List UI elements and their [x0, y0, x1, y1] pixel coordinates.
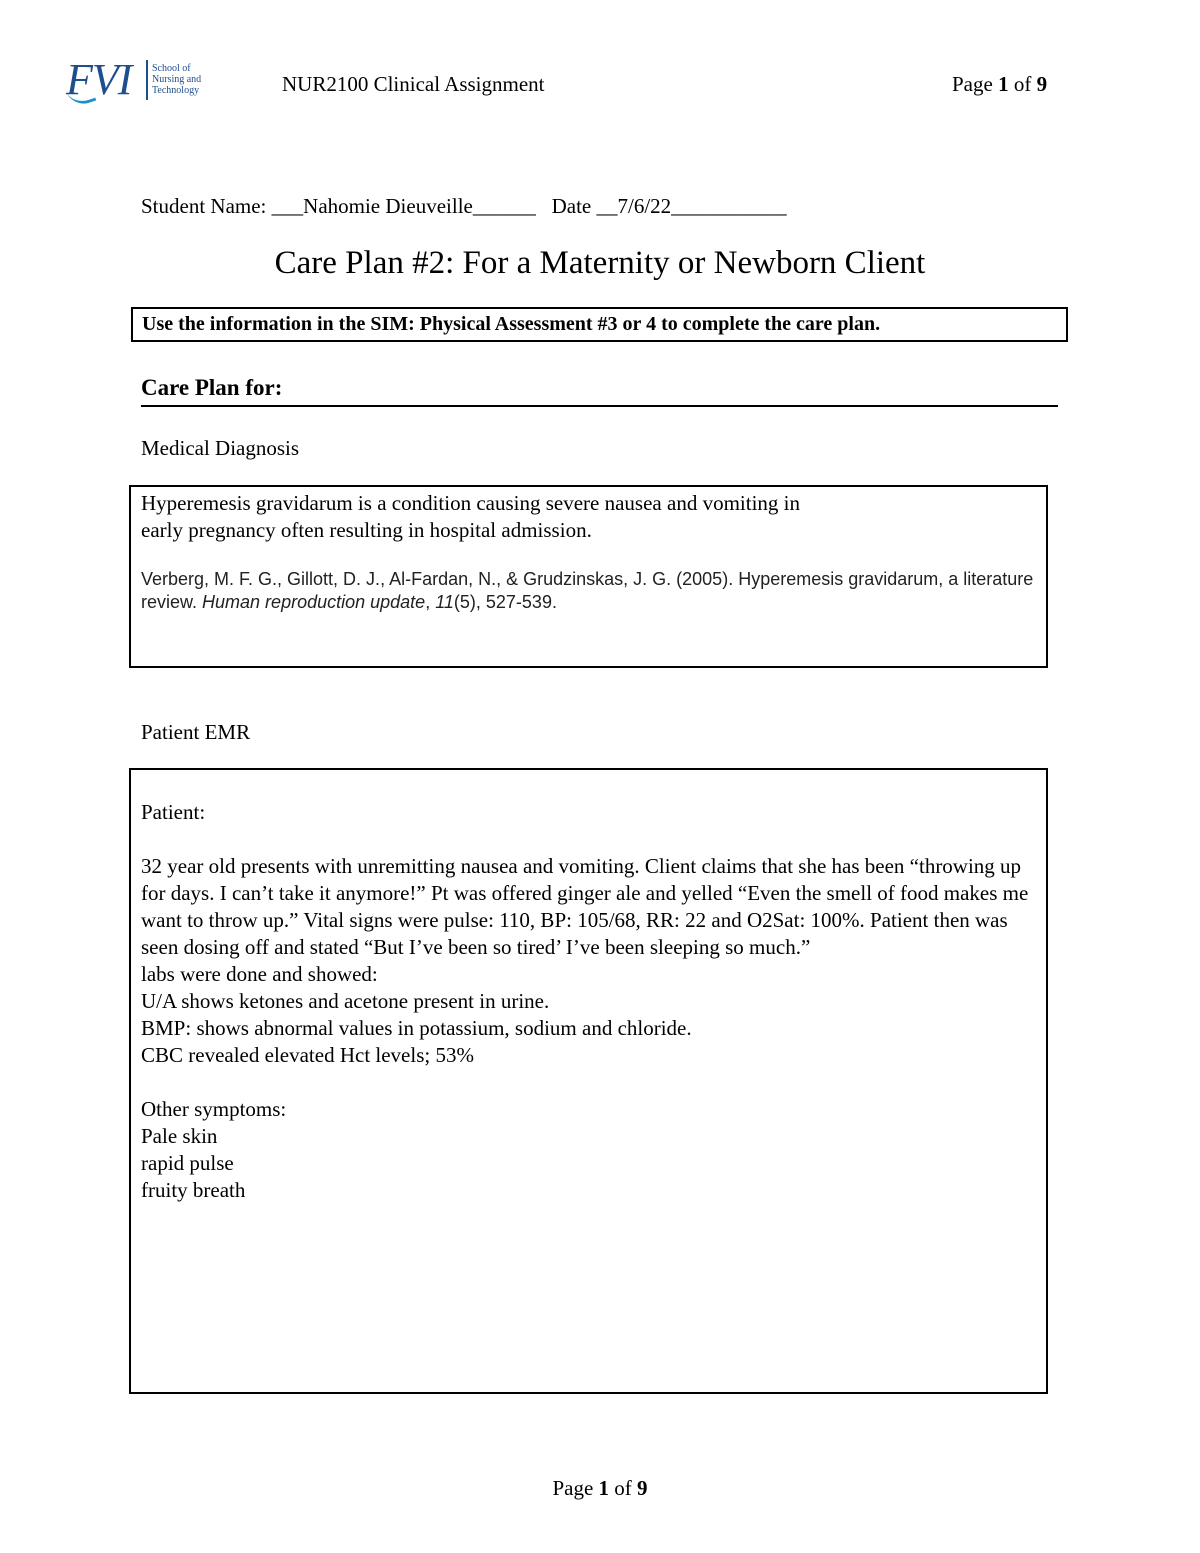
- patient-label: Patient:: [141, 800, 206, 824]
- student-name-value: ___Nahomie Dieuveille______: [271, 194, 536, 218]
- instruction-text: Use the information in the SIM: Physical Assessment #3 or 4 to complete the care plan.: [142, 313, 881, 335]
- header-page-total: 9: [1036, 72, 1048, 96]
- medical-diagnosis-label: Medical Diagnosis: [141, 436, 300, 460]
- reference-volume: 11: [435, 592, 454, 612]
- logo-divider: [146, 60, 148, 100]
- logo-line-2: Nursing and: [152, 74, 202, 85]
- student-info-line: [141, 194, 787, 219]
- footer-page-current: 1: [598, 1476, 610, 1500]
- patient-emr-label: Patient EMR: [141, 720, 251, 744]
- footer-page-prefix: Page: [552, 1476, 594, 1500]
- symptom-item: Pale skin: [141, 1124, 218, 1148]
- header-page-current: 1: [998, 72, 1009, 96]
- reference-journal: Human reproduction update: [202, 592, 426, 612]
- logo-line-1: School of: [152, 63, 191, 74]
- diagnosis-line-2: early pregnancy often resulting in hospital admission.: [141, 518, 592, 542]
- heading-rule: [141, 405, 1058, 407]
- footer-page-number: [0, 1476, 1200, 1501]
- patient-emr-content: [141, 799, 1041, 1204]
- medical-diagnosis-text: [141, 490, 901, 544]
- symptom-item: rapid pulse: [141, 1151, 234, 1175]
- instruction-box: [131, 307, 1068, 342]
- care-plan-title: Care Plan #2: For a Maternity or Newborn Client: [274, 245, 926, 281]
- header-page-number: [952, 72, 1047, 97]
- header-page-of: of: [1013, 72, 1032, 96]
- header-page-prefix: Page: [952, 72, 993, 96]
- medical-diagnosis-box: [129, 485, 1048, 668]
- reference-sep: ,: [425, 592, 436, 612]
- logo-text: [152, 63, 201, 96]
- school-logo: [66, 52, 216, 108]
- footer-page-of: of: [614, 1476, 632, 1500]
- lab-ua: U/A shows ketones and acetone present in urine.: [141, 989, 550, 1013]
- lab-bmp: BMP: shows abnormal values in potassium, sodium and chloride.: [141, 1016, 692, 1040]
- footer-page-total: 9: [637, 1476, 648, 1500]
- date-label: Date: [551, 194, 592, 218]
- patient-narrative: 32 year old presents with unremitting nausea and vomiting. Client claims that she has been “throwing up for days. I can’t take it anymore!” Pt was offered ginger ale and yelled “Even the smell of food makes me want to throw up.” Vital signs were pulse: 110, BP: 105/68, RR: 22 and O2Sat: 100%. Patient then was seen dosing off and stated “But I’ve been so tired’ I’ve been sleeping so much.”: [141, 854, 1029, 959]
- logo-line-3: Technology: [152, 85, 200, 96]
- date-value: __7/6/22___________: [596, 194, 787, 218]
- patient-emr-box: [129, 768, 1048, 1394]
- symptom-item: fruity breath: [141, 1178, 246, 1202]
- student-name-label: Student Name:: [141, 194, 267, 218]
- reference-pages: (5), 527-539.: [453, 592, 557, 612]
- care-plan-for-heading: Care Plan for:: [141, 375, 283, 400]
- logo-mark: FVI: [66, 55, 132, 104]
- diagnosis-line-1: Hyperemesis gravidarum is a condition causing severe nausea and vomiting in: [141, 491, 800, 515]
- other-symptoms-label: Other symptoms:: [141, 1097, 287, 1121]
- labs-intro: labs were done and showed:: [141, 962, 378, 986]
- course-title: NUR2100 Clinical Assignment: [282, 72, 545, 96]
- reference-authors: Verberg, M. F. G., Gillott, D. J., Al-Fardan, N., & Grudzinskas, J. G. (2005). Hyperemesis gravidarum, a literature review.: [141, 569, 1034, 612]
- diagnosis-reference: [141, 568, 1041, 614]
- lab-cbc: CBC revealed elevated Hct levels; 53%: [141, 1043, 474, 1067]
